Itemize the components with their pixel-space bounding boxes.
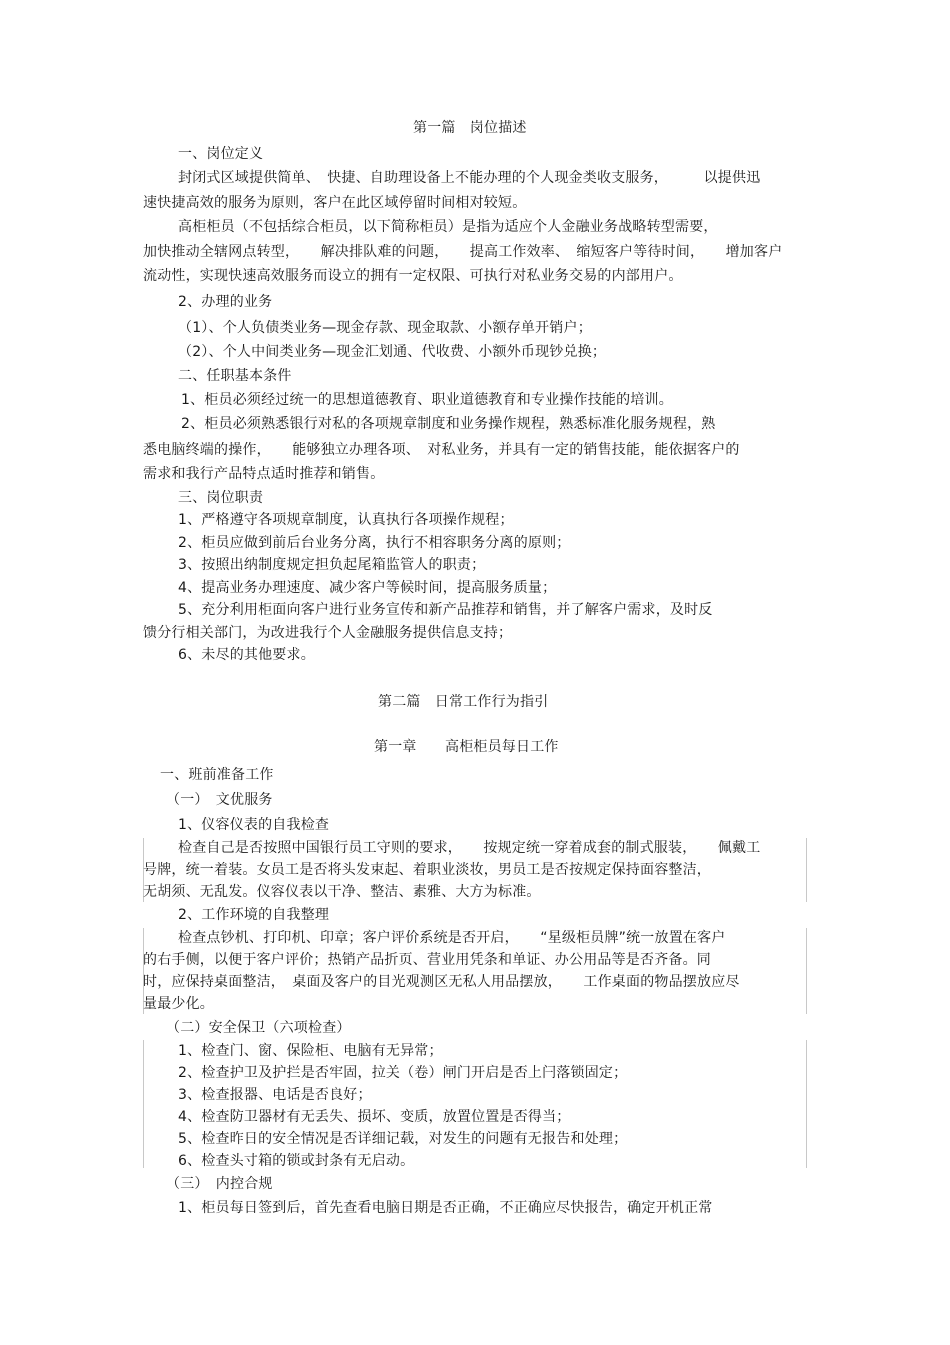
paragraph-line: 检查自己是否按照中国银行员工守则的要求， 按规定统一穿着成套的制式服装， 佩戴工 (178, 840, 761, 856)
list-item: 2、柜员必须熟悉银行对私的各项规章制度和业务操作规程，熟悉标准化服务规程，熟 (181, 416, 716, 432)
list-item: 6、未尽的其他要求。 (178, 647, 315, 663)
list-item: 1、柜员每日签到后，首先查看电脑日期是否正确，不正确应尽快报告，确定开机正常 (178, 1200, 713, 1216)
item-heading: 1、仪容仪表的自我检查 (178, 817, 330, 833)
paragraph-line: 封闭式区域提供简单、 快捷、自助理设备上不能办理的个人现金类收支服务， 以提供迅 (178, 170, 761, 186)
list-item: 6、检查头寸箱的锁或封条有无启动。 (178, 1153, 415, 1169)
paragraph-line: 的右手侧，以便于客户评价；热销产品折页、营业用凭条和单证、办公用品等是否齐备。同 (143, 952, 711, 968)
subsection-heading: （二）安全保卫（六项检查） (166, 1020, 351, 1036)
list-item: 5、充分利用柜面向客户进行业务宣传和新产品推荐和销售，并了解客户需求，及时反 (178, 602, 713, 618)
list-item: 1、检查门、窗、保险柜、电脑有无异常； (178, 1043, 443, 1059)
list-item: （2）、个人中间类业务—现金汇划通、代收费、小额外币现钞兑换； (178, 344, 607, 360)
list-item: 1、柜员必须经过统一的思想道德教育、职业道德教育和专业操作技能的培训。 (181, 392, 673, 408)
part-title: 第一篇 岗位描述 (413, 120, 527, 136)
list-item: 1、严格遵守各项规章制度，认真执行各项操作规程； (178, 512, 514, 528)
paragraph-line: 无胡须、无乱发。仪容仪表以干净、整洁、素雅、大方为标准。 (143, 884, 541, 900)
margin-rule-right-2 (806, 928, 807, 1014)
section-heading: 三、岗位职责 (178, 490, 264, 506)
subsection-heading: （一） 文优服务 (166, 792, 273, 808)
list-item: 3、按照出纳制度规定担负起尾箱监管人的职责； (178, 557, 486, 573)
list-item: 4、检查防卫器材有无丢失、损坏、变质，放置位置是否得当； (178, 1109, 571, 1125)
chapter-title: 第一章 高柜柜员每日工作 (374, 739, 559, 755)
subsection-heading: （三） 内控合规 (166, 1176, 273, 1192)
paragraph-line: 时，应保持桌面整洁， 桌面及客户的目光观测区无私人用品摆放， 工作桌面的物品摆放应尽 (143, 974, 740, 990)
section-heading: 一、班前准备工作 (160, 767, 274, 783)
margin-rule-right-1 (806, 838, 807, 902)
paragraph-line: 馈分行相关部门，为改进我行个人金融服务提供信息支持； (143, 625, 513, 641)
list-item: 2、柜员应做到前后台业务分离，执行不相容职务分离的原则； (178, 535, 571, 551)
paragraph-line: 号牌，统一着装。女员工是否将头发束起、着职业淡妆，男员工是否按规定保持面容整洁， (143, 862, 711, 878)
list-item: 2、检查护卫及护拦是否牢固，拉关（卷）闸门开启是否上闩落锁固定； (178, 1065, 628, 1081)
paragraph-line: 悉电脑终端的操作， 能够独立办理各项、 对私业务，并具有一定的销售技能，能依据客户的 (143, 442, 740, 458)
paragraph-line: 加快推动全辖网点转型， 解决排队难的问题， 提高工作效率、 缩短客户等待时间， 增加客户 (143, 244, 783, 260)
paragraph-line: 检查点钞机、打印机、印章；客户评价系统是否开启， “星级柜员牌”统一放置在客户 (178, 930, 726, 946)
paragraph-line: 需求和我行产品特点适时推荐和销售。 (143, 466, 385, 482)
item-heading: 2、工作环境的自我整理 (178, 907, 330, 923)
paragraph-line: 量最少化。 (143, 996, 214, 1012)
list-item: （1）、个人负债类业务—现金存款、现金取款、小额存单开销户； (178, 320, 592, 336)
margin-rule-left-3 (143, 1040, 144, 1168)
paragraph-line: 流动性，实现快速高效服务而设立的拥有一定权限、可执行对私业务交易的内部用户。 (143, 268, 683, 284)
paragraph-line: 高柜柜员（不包括综合柜员，以下简称柜员）是指为适应个人金融业务战略转型需要， (178, 219, 718, 235)
section-heading: 一、岗位定义 (178, 146, 264, 162)
part-title: 第二篇 日常工作行为指引 (378, 694, 549, 710)
section-heading: 二、任职基本条件 (178, 368, 292, 384)
section-heading: 2、办理的业务 (178, 294, 273, 310)
paragraph-line: 速快捷高效的服务为原则，客户在此区域停留时间相对较短。 (143, 195, 527, 211)
list-item: 3、检查报器、电话是否良好； (178, 1087, 372, 1103)
list-item: 5、检查昨日的安全情况是否详细记载，对发生的问题有无报告和处理； (178, 1131, 628, 1147)
margin-rule-right-3 (806, 1040, 807, 1168)
list-item: 4、提高业务办理速度、减少客户等候时间，提高服务质量； (178, 580, 557, 596)
